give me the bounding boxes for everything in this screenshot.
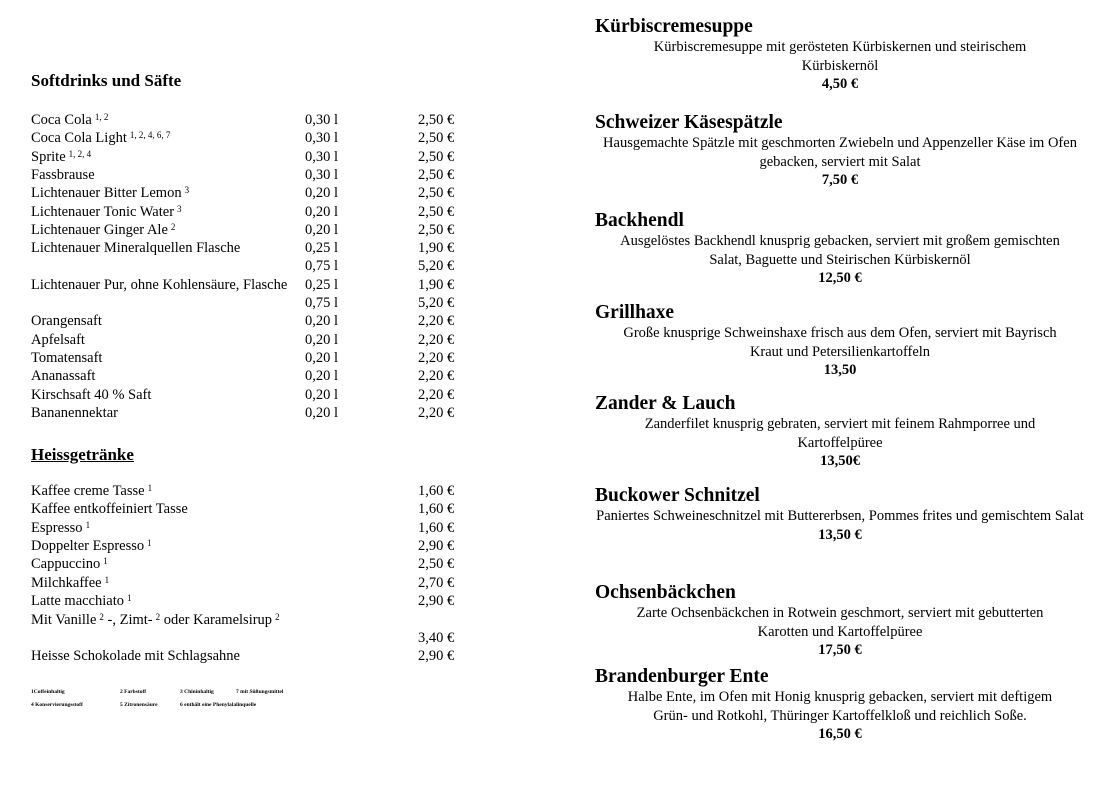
- item-name: Bananennektar: [31, 404, 118, 421]
- item-volume: 0,25 l: [305, 276, 339, 293]
- softdrink-row: [31, 294, 471, 312]
- hot-drink-row: [31, 592, 471, 610]
- item-name: Kaffee creme Tasse $^1$: [31, 483, 153, 499]
- item-price: 2,20 €: [418, 404, 455, 421]
- legend-4: 4 Konservierungsstoff: [31, 702, 83, 708]
- item-volume: 0,20 l: [305, 313, 339, 330]
- dish-description: Ausgelöstes Backhendl knusprig gebacken, serviert mit großem gemischten Salat, Baguette und Steirischen Kürbiskernöl: [620, 233, 1060, 268]
- dish-price: 12,50 €: [818, 270, 862, 286]
- item-price: 2,20 €: [418, 368, 455, 385]
- softdrink-row: [31, 111, 471, 129]
- item-price: 2,50 €: [418, 130, 455, 147]
- item-price: 2,20 €: [418, 349, 455, 366]
- legend-2: 2 Farbstoff: [120, 689, 147, 695]
- dish-title: Zander & Lauch: [595, 393, 736, 414]
- item-name: Ananassaft: [31, 368, 96, 385]
- item-volume: 0,30 l: [305, 148, 339, 165]
- item-volume: 0,20 l: [305, 221, 339, 238]
- item-name: Lichtenauer Mineralquellen Flasche: [31, 240, 241, 257]
- item-price: 2,50 €: [418, 166, 455, 183]
- dish-description: Hausgemachte Spätzle mit geschmorten Zwiebeln und Appenzeller Käse im Ofen gebacken, serviert mit Salat: [603, 135, 1077, 170]
- item-name: Tomatensaft: [31, 349, 103, 366]
- item-name: Milchkaffee $^1$: [31, 574, 110, 591]
- chocolate-row: [31, 647, 471, 665]
- dish-title: Schweizer Käsespätzle: [595, 112, 783, 133]
- item-price: 2,20 €: [418, 331, 455, 348]
- dish-title: Grillhaxe: [595, 302, 675, 323]
- dish-description: Kürbiscremesuppe mit gerösteten Kürbiskernen und steirischem Kürbiskernöl: [653, 39, 1027, 74]
- dish-title: Backhendl: [595, 210, 684, 231]
- legend-5: 5 Zitronensäure: [120, 702, 158, 708]
- dish-block: [595, 302, 1085, 380]
- dish-price: 7,50 €: [821, 172, 859, 188]
- item-name: Lichtenauer Ginger Ale $^2$: [31, 221, 176, 238]
- item-name: Apfelsaft: [31, 331, 85, 348]
- dish-block: [595, 666, 1085, 744]
- additive-note: 3: [184, 185, 190, 196]
- softdrink-row: [31, 166, 471, 184]
- softdrink-row: [31, 386, 471, 404]
- item-price: 2,50 €: [418, 221, 455, 238]
- item-name: Lichtenauer Tonic Water $^3$: [31, 203, 182, 220]
- item-volume: 0,20 l: [305, 203, 339, 220]
- dish-price: 13,50€: [820, 453, 860, 469]
- dish-block: [595, 16, 1085, 94]
- dish-title: Buckower Schnitzel: [595, 485, 760, 506]
- item-price: 2,50 €: [418, 203, 455, 220]
- item-price: 5,20 €: [418, 295, 455, 311]
- item-price: 1,60 €: [418, 483, 455, 499]
- item-volume: 0,20 l: [305, 404, 339, 421]
- item-name: Kaffee entkoffeiniert Tasse: [31, 501, 188, 518]
- item-price: 2,20 €: [418, 313, 455, 330]
- item-name: Latte macchiato $^1$: [31, 592, 132, 609]
- hot-drink-row: [31, 574, 471, 592]
- item-volume: 0,30 l: [305, 166, 339, 183]
- additive-note: 1, 2: [94, 112, 109, 122]
- item-price: 2,50 €: [418, 148, 455, 165]
- item-price: 1,60 €: [418, 519, 455, 536]
- softdrink-row: [31, 239, 471, 257]
- item-price: 1,60 €: [418, 501, 455, 518]
- legend-1: 1Coffeinhaltig: [31, 689, 65, 695]
- dish-description: Halbe Ente, im Ofen mit Honig knusprig gebacken, serviert mit deftigem Grün- und Rotkohl, Thüringer Kartoffelkloß und reichlich Soße.: [627, 689, 1053, 724]
- additive-note: 2: [170, 221, 176, 232]
- item-name: Espresso $^1$: [31, 519, 91, 536]
- syrup-price-row: [31, 629, 471, 647]
- item-name: Kirschsaft 40 % Saft: [31, 386, 152, 403]
- item-volume: 0,20 l: [305, 368, 339, 385]
- dish-price: 16,50 €: [818, 726, 862, 742]
- dish-block: [595, 485, 1085, 545]
- item-price: 2,50 €: [418, 112, 455, 128]
- dish-description: Zarte Ochsenbäckchen in Rotwein geschmort, serviert mit gebutterten Karotten und Kartoffelpüree: [636, 605, 1044, 640]
- softdrink-row: [31, 276, 471, 294]
- dish-description: Paniertes Schweineschnitzel mit Buttererbsen, Pommes frites und gemischtem Salat: [596, 508, 1084, 524]
- dish-price: 13,50 €: [818, 526, 862, 543]
- item-volume: 0,75 l: [305, 295, 339, 311]
- item-name: Doppelter Espresso $^1$: [31, 537, 152, 554]
- item-volume: 0,20 l: [305, 185, 339, 202]
- item-price: 2,90 €: [418, 537, 455, 554]
- additive-note: 1, 2, 4: [68, 148, 92, 159]
- item-name: Cappuccino $^1$: [31, 556, 108, 573]
- item-volume: 0,30 l: [305, 112, 339, 128]
- hot-drink-row: [31, 482, 471, 500]
- item-volume: 0,20 l: [305, 331, 339, 348]
- softdrink-row: [31, 331, 471, 349]
- dish-block: [595, 210, 1085, 288]
- dish-title: Ochsenbäckchen: [595, 582, 736, 603]
- item-price: 2,70 €: [418, 574, 455, 591]
- item-name: Lichtenauer Bitter Lemon $^3$: [31, 185, 190, 202]
- additive-note: 1: [147, 537, 152, 548]
- hot-drink-row: [31, 555, 471, 573]
- dish-price: 13,50: [823, 362, 857, 378]
- dish-block: [595, 112, 1085, 190]
- dish-price: 17,50 €: [818, 642, 862, 658]
- legend-3: 3 Chininhaltig: [180, 689, 214, 695]
- item-name: Coca Cola Light $^{1, 2, 4, 6, 7}$: [31, 130, 171, 147]
- item-name: Coca Cola $^{1, 2}$: [31, 112, 109, 128]
- additive-note: 1: [127, 592, 132, 603]
- additive-note: 1: [103, 556, 108, 567]
- item-price: 1,90 €: [418, 276, 455, 293]
- additive-note: 1, 2, 4, 6, 7: [129, 130, 171, 141]
- item-price: 2,90 €: [418, 648, 455, 664]
- item-volume: 0,20 l: [305, 386, 339, 403]
- item-volume: 0,30 l: [305, 130, 339, 147]
- item-name: Heisse Schokolade mit Schlagsahne: [31, 648, 240, 664]
- item-price: 2,90 €: [418, 592, 455, 609]
- softdrink-row: [31, 129, 471, 147]
- syrup-row: Mit Vanille $^2$ -, Zimt- $^2$ oder Karamelsirup $^2$: [31, 612, 280, 628]
- dish-title: Kürbiscremesuppe: [595, 16, 753, 37]
- additive-note: 1: [147, 483, 153, 493]
- item-name: Lichtenauer Pur, ohne Kohlensäure, Flasche: [31, 276, 288, 293]
- item-volume: 0,20 l: [305, 349, 339, 366]
- softdrink-row: [31, 203, 471, 221]
- dish-description: Große knusprige Schweinshaxe frisch aus dem Ofen, serviert mit Bayrisch Kraut und Petersilienkartoffeln: [623, 325, 1057, 360]
- softdrink-row: [31, 257, 471, 275]
- item-price: 2,50 €: [418, 556, 455, 573]
- hot-drink-row: [31, 519, 471, 537]
- hot-drinks-heading: Heissgetränke: [31, 445, 134, 464]
- item-volume: 0,25 l: [305, 240, 339, 257]
- legend-7: 7 mit Süßungsmittel: [236, 689, 284, 695]
- softdrink-row: [31, 221, 471, 239]
- item-price: 2,20 €: [418, 386, 455, 403]
- softdrink-row: [31, 312, 471, 330]
- item-name: Fassbrause: [31, 166, 95, 183]
- item-name: Sprite $^{1, 2, 4}$: [31, 148, 92, 165]
- item-name: Orangensaft: [31, 313, 102, 330]
- softdrink-row: [31, 404, 471, 422]
- dish-description: Zanderfilet knusprig gebraten, serviert mit feinem Rahmporree und Kartoffelpüree: [644, 416, 1036, 451]
- softdrink-row: [31, 349, 471, 367]
- softdrink-row: [31, 367, 471, 385]
- softdrinks-heading: Softdrinks und Säfte: [31, 71, 182, 90]
- dish-block: [595, 393, 1085, 471]
- hot-drink-row: [31, 500, 471, 518]
- additive-note: 1: [104, 574, 110, 585]
- item-price: 2,50 €: [418, 185, 455, 202]
- legend-6: 6 enthält eine Phenylalalinquelle: [180, 702, 257, 708]
- additive-note: 1: [85, 519, 91, 530]
- dish-title: Brandenburger Ente: [595, 666, 769, 687]
- dish-block: [595, 582, 1085, 660]
- softdrink-row: [31, 184, 471, 202]
- dish-price: 4,50 €: [821, 76, 859, 92]
- additive-note: 3: [177, 203, 182, 214]
- softdrink-row: [31, 148, 471, 166]
- item-price: 3,40 €: [418, 630, 455, 646]
- item-volume: 0,75 l: [305, 258, 339, 275]
- item-price: 5,20 €: [418, 258, 455, 275]
- item-price: 1,90 €: [418, 240, 455, 257]
- hot-drink-row: [31, 537, 471, 555]
